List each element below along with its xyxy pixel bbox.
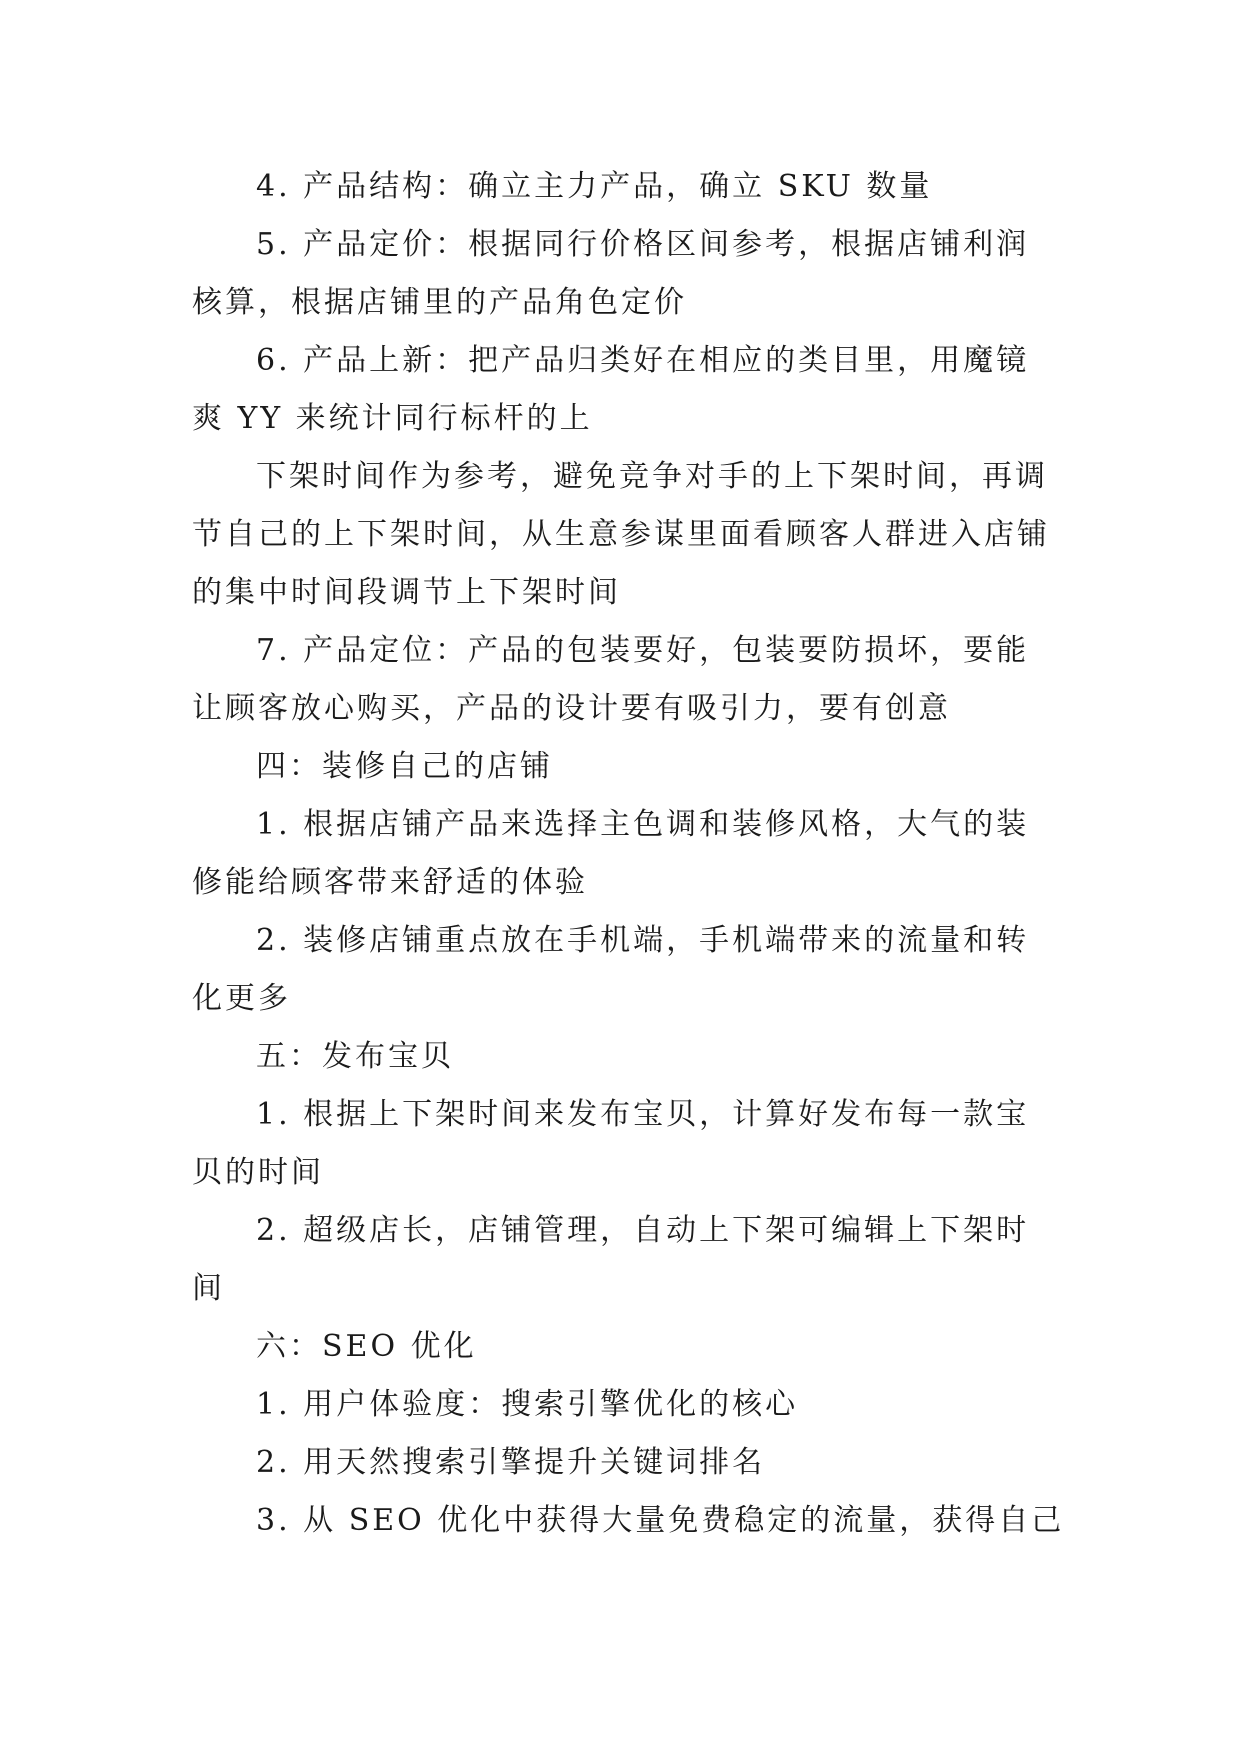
text-line: 六：SEO 优化: [256, 1329, 477, 1364]
text-line: 1. 根据上下架时间来发布宝贝，计算好发布每一款宝: [256, 1097, 1030, 1132]
text-line: 7. 产品定位：产品的包装要好，包装要防损坏，要能: [256, 633, 1030, 668]
text-line: 间: [192, 1271, 225, 1306]
text-line: 的集中时间段调节上下架时间: [192, 575, 621, 610]
text-line: 2. 装修店铺重点放在手机端，手机端带来的流量和转: [256, 923, 1030, 958]
text-line: 2. 用天然搜索引擎提升关键词排名: [256, 1445, 766, 1480]
text-line: 5. 产品定价：根据同行价格区间参考，根据店铺利润: [256, 227, 1030, 262]
text-line: 6. 产品上新：把产品归类好在相应的类目里，用魔镜: [256, 343, 1030, 378]
text-line: 2. 超级店长，店铺管理，自动上下架可编辑上下架时: [256, 1213, 1030, 1248]
text-line: 四：装修自己的店铺: [256, 749, 553, 784]
text-line: 修能给顾客带来舒适的体验: [192, 865, 588, 900]
text-line: 化更多: [192, 981, 291, 1016]
text-line: 下架时间作为参考，避免竞争对手的上下架时间，再调: [256, 459, 1048, 494]
text-line: 核算，根据店铺里的产品角色定价: [192, 285, 687, 320]
text-line: 贝的时间: [192, 1155, 324, 1190]
text-line: 节自己的上下架时间，从生意参谋里面看顾客人群进入店铺: [192, 517, 1050, 552]
text-line: 3. 从 SEO 优化中获得大量免费稳定的流量，获得自己: [256, 1503, 1065, 1538]
text-line: 爽 YY 来统计同行标杆的上: [192, 401, 593, 436]
document-body: [192, 158, 1065, 1550]
text-line: 1. 用户体验度：搜索引擎优化的核心: [256, 1387, 799, 1422]
text-line: 让顾客放心购买，产品的设计要有吸引力，要有创意: [192, 691, 951, 726]
text-line: 4. 产品结构：确立主力产品，确立 SKU 数量: [256, 169, 933, 204]
text-line: 五：发布宝贝: [256, 1039, 454, 1074]
text-line: 1. 根据店铺产品来选择主色调和装修风格，大气的装: [256, 807, 1030, 842]
